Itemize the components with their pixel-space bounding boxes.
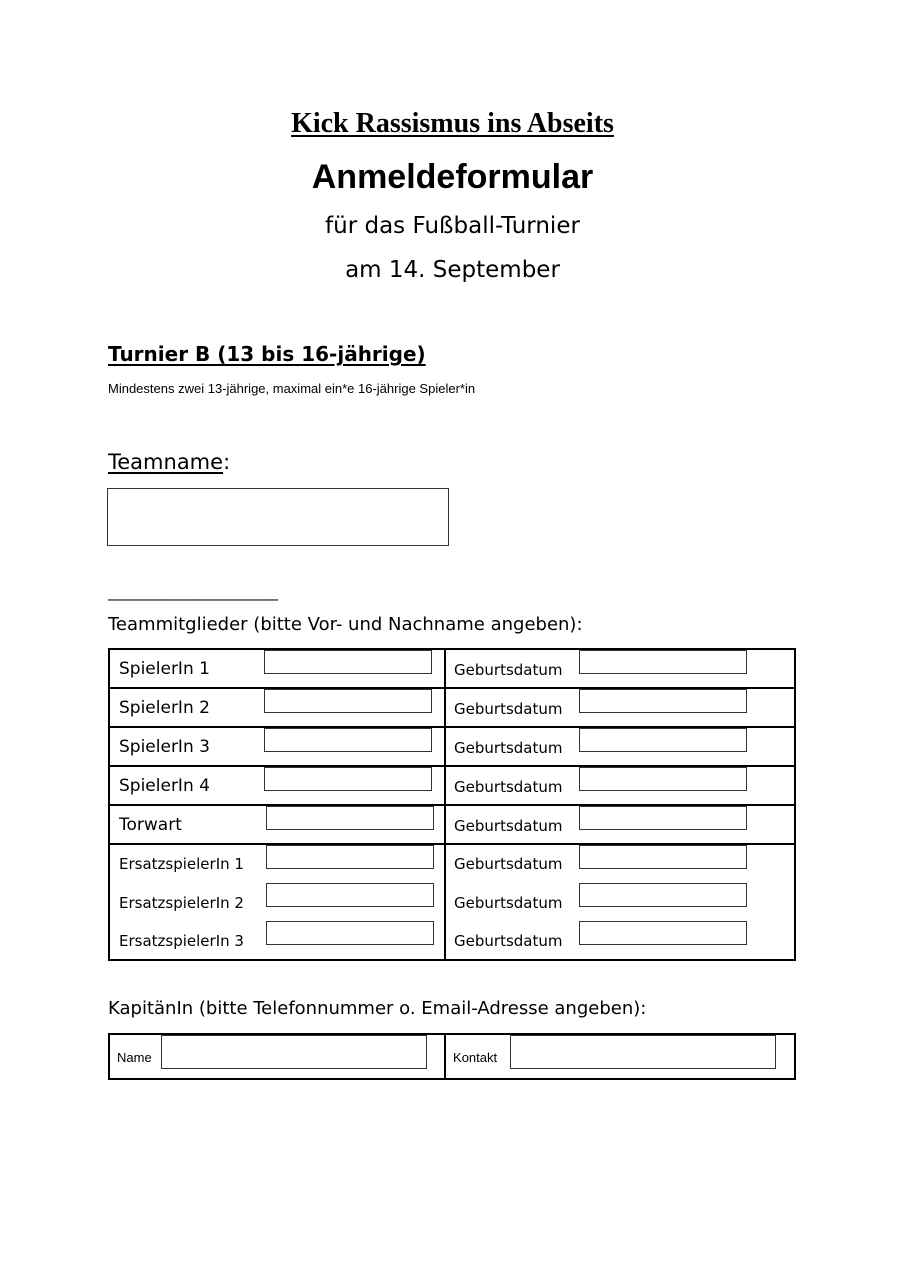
captain-contact-label: Kontakt	[453, 1050, 498, 1065]
birthdate-label: Geburtsdatum	[454, 817, 563, 835]
player-row	[109, 688, 795, 727]
substitute-name-input[interactable]	[266, 883, 434, 907]
goalkeeper-cell	[109, 805, 445, 844]
birthdate-input[interactable]	[579, 650, 747, 674]
player-cell	[109, 727, 445, 766]
player-label: SpielerIn 4	[119, 776, 210, 796]
goalkeeper-row	[109, 805, 795, 844]
player-row	[109, 649, 795, 688]
subtitle-line-1: für das Fußball-Turnier	[325, 213, 580, 239]
captain-name-input[interactable]	[161, 1035, 427, 1069]
goalkeeper-label: Torwart	[119, 815, 182, 835]
birthdate-label: Geburtsdatum	[454, 855, 563, 873]
captain-name-label: Name	[117, 1050, 152, 1065]
substitute-name-input[interactable]	[266, 845, 434, 869]
separator-line: __________________________	[108, 583, 277, 601]
birthdate-cell	[445, 766, 795, 805]
birthdate-cell	[445, 805, 795, 844]
substitute-name-input[interactable]	[266, 921, 434, 945]
event-title: Kick Rassismus ins Abseits	[291, 108, 614, 139]
player-row	[109, 727, 795, 766]
birthdate-cell	[445, 649, 795, 688]
substitute-label: ErsatzspielerIn 3	[119, 932, 244, 950]
player-cell	[109, 766, 445, 805]
captain-contact-cell	[445, 1034, 795, 1079]
goalkeeper-name-input[interactable]	[266, 806, 434, 830]
form-title: Anmeldeformular	[311, 158, 594, 196]
player-name-input[interactable]	[264, 689, 432, 713]
birthdate-label: Geburtsdatum	[454, 932, 563, 950]
birthdate-input[interactable]	[579, 689, 747, 713]
birthdate-input[interactable]	[579, 845, 747, 869]
birthdate-label: Geburtsdatum	[454, 661, 563, 679]
birthdate-input[interactable]	[579, 728, 747, 752]
player-row	[109, 766, 795, 805]
substitutes-birthdate-cell	[445, 844, 795, 960]
birthdate-cell	[445, 727, 795, 766]
birthdate-input[interactable]	[579, 883, 747, 907]
tournament-note: Mindestens zwei 13-jährige, maximal ein*e 16-jährige Spieler*in	[108, 381, 476, 396]
player-cell	[109, 688, 445, 727]
teamname-label-text: Teamname	[108, 450, 224, 474]
substitute-label: ErsatzspielerIn 2	[119, 894, 244, 912]
members-label: Teammitglieder (bitte Vor- und Nachname angeben):	[108, 614, 583, 635]
player-label: SpielerIn 3	[119, 737, 210, 757]
teamname-label	[108, 450, 230, 474]
captain-label: KapitänIn (bitte Telefonnummer o. Email-Adresse angeben):	[108, 998, 647, 1019]
birthdate-label: Geburtsdatum	[454, 700, 563, 718]
substitute-label: ErsatzspielerIn 1	[119, 855, 244, 873]
birthdate-label: Geburtsdatum	[454, 739, 563, 757]
teamname-label-colon: :	[223, 450, 231, 474]
player-name-input[interactable]	[264, 728, 432, 752]
substitutes-cell	[109, 844, 445, 960]
birthdate-label: Geburtsdatum	[454, 894, 563, 912]
captain-name-cell	[109, 1034, 445, 1079]
player-name-input[interactable]	[264, 650, 432, 674]
captain-contact-input[interactable]	[510, 1035, 776, 1069]
player-label: SpielerIn 2	[119, 698, 210, 718]
teamname-input[interactable]	[107, 488, 449, 546]
players-table	[108, 648, 796, 961]
birthdate-label: Geburtsdatum	[454, 778, 563, 796]
player-cell	[109, 649, 445, 688]
birthdate-input[interactable]	[579, 767, 747, 791]
captain-row	[109, 1034, 795, 1079]
player-label: SpielerIn 1	[119, 659, 210, 679]
tournament-heading: Turnier B (13 bis 16-jährige)	[108, 342, 426, 366]
substitutes-row	[109, 844, 795, 960]
subtitle-line-2: am 14. September	[345, 257, 560, 283]
birthdate-cell	[445, 688, 795, 727]
captain-table	[108, 1033, 796, 1080]
birthdate-input[interactable]	[579, 806, 747, 830]
birthdate-input[interactable]	[579, 921, 747, 945]
player-name-input[interactable]	[264, 767, 432, 791]
